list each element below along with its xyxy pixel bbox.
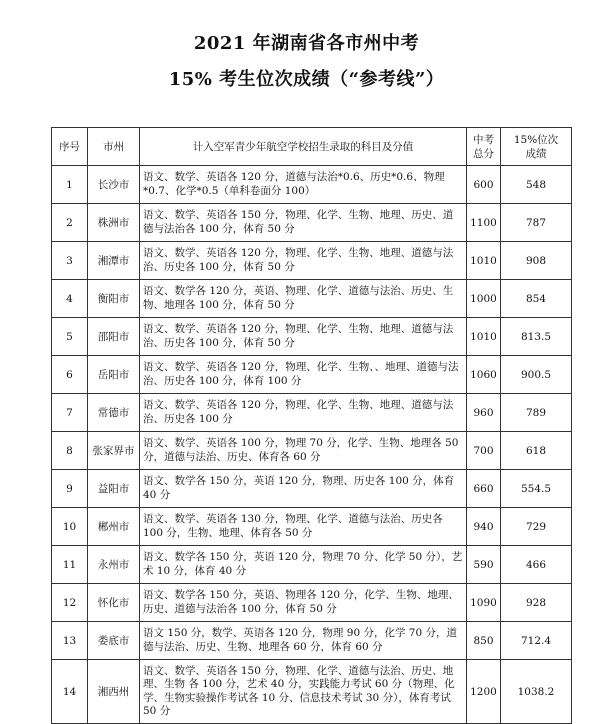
header-total (467, 128, 501, 166)
header-score (501, 128, 572, 166)
cell-score: 618 (501, 432, 572, 470)
cell-score: 928 (501, 584, 572, 622)
cell-city: 岳阳市 (88, 356, 140, 394)
cell-seq: 4 (52, 280, 88, 318)
cell-total: 1010 (467, 318, 501, 356)
table-row (52, 508, 572, 546)
cell-total: 1090 (467, 584, 501, 622)
cell-score: 554.5 (501, 470, 572, 508)
document-title (0, 26, 613, 98)
cell-city: 长沙市 (88, 166, 140, 204)
cell-seq: 12 (52, 584, 88, 622)
table-row (52, 394, 572, 432)
header-total-line-2: 总分 (473, 147, 494, 160)
cell-seq: 10 (52, 508, 88, 546)
cell-city: 湘潭市 (88, 242, 140, 280)
cell-total: 660 (467, 470, 501, 508)
table-row (52, 470, 572, 508)
cell-subjects: 语文、数学、英语各 130 分，物理、化学、道德与法治、历史各 100 分，生物、地理、体育各 50 分 (140, 508, 467, 546)
cell-city: 株洲市 (88, 204, 140, 242)
cell-seq: 1 (52, 166, 88, 204)
score-table (51, 127, 572, 724)
cell-score: 466 (501, 546, 572, 584)
cell-total: 1200 (467, 660, 501, 724)
cell-city: 衡阳市 (88, 280, 140, 318)
cell-total: 960 (467, 394, 501, 432)
header-subjects: 计入空军青少年航空学校招生录取的科目及分值 (140, 128, 467, 166)
cell-seq: 6 (52, 356, 88, 394)
table-row (52, 318, 572, 356)
header-seq: 序号 (52, 128, 88, 166)
cell-city: 邵阳市 (88, 318, 140, 356)
cell-total: 1100 (467, 204, 501, 242)
table-row (52, 204, 572, 242)
cell-subjects: 语文、数学、英语各 100 分，物理 70 分，化学、生物、地理各 50 分，道德与法治、历史、体育各 60 分 (140, 432, 467, 470)
title-line-1: 2021 年湖南省各市州中考 (193, 33, 420, 54)
table-row (52, 242, 572, 280)
cell-subjects: 语文、数学各 150 分，英语、物理各 120 分，化学、生物、地理、历史、道德与法治各 100 分，体育 50 分 (140, 584, 467, 622)
cell-score: 548 (501, 166, 572, 204)
table-row (52, 280, 572, 318)
cell-subjects: 语文、数学、英语各 150 分，物理、化学、道德与法治、历史、地理、生物 各 100 分，艺术 40 分，实践能力考试 60 分（物理、化学、生物实验操作考试各 10 分、信息技术考试 30 分），体育考试 50 分 (140, 660, 467, 724)
cell-total: 700 (467, 432, 501, 470)
cell-city: 张家界市 (88, 432, 140, 470)
cell-subjects: 语文 150 分，数学、英语各 120 分，物理 90 分，化学 70 分，道德与法治、历史、生物、地理各 60 分，体育 60 分 (140, 622, 467, 660)
cell-score: 900.5 (501, 356, 572, 394)
cell-total: 850 (467, 622, 501, 660)
cell-city: 常德市 (88, 394, 140, 432)
cell-score: 908 (501, 242, 572, 280)
cell-seq: 9 (52, 470, 88, 508)
cell-total: 1060 (467, 356, 501, 394)
cell-subjects: 语文、数学、英语各 120 分，物理、化学、生物、、地理、道德与法治、历史各 100 分，体育 100 分 (140, 356, 467, 394)
cell-city: 郴州市 (88, 508, 140, 546)
cell-total: 590 (467, 546, 501, 584)
cell-city: 怀化市 (88, 584, 140, 622)
table-row (52, 432, 572, 470)
cell-seq: 5 (52, 318, 88, 356)
cell-subjects: 语文、数学各 150 分，英语 120 分，物理 70 分、化学 50 分），艺术 10 分，体育 40 分 (140, 546, 467, 584)
table-row (52, 584, 572, 622)
table-row (52, 622, 572, 660)
table-row (52, 166, 572, 204)
header-city: 市州 (88, 128, 140, 166)
header-score-line-2: 成绩 (525, 147, 547, 160)
cell-seq: 7 (52, 394, 88, 432)
table-row (52, 546, 572, 584)
cell-score: 712.4 (501, 622, 572, 660)
cell-seq: 3 (52, 242, 88, 280)
cell-seq: 11 (52, 546, 88, 584)
cell-seq: 14 (52, 660, 88, 724)
cell-city: 娄底市 (88, 622, 140, 660)
cell-subjects: 语文、数学各 150 分，英语 120 分，物理、历史各 100 分，体育 40 分 (140, 470, 467, 508)
cell-subjects: 语文、数学各 120 分，英语、物理、化学、道德与法治、历史、生物、地理各 100 分，体育 50 分 (140, 280, 467, 318)
header-score-line-1: 15%位次 (513, 133, 559, 146)
cell-score: 789 (501, 394, 572, 432)
title-line-2: 15% 考生位次成绩（“参考线”） (168, 69, 445, 90)
cell-city: 湘西州 (88, 660, 140, 724)
cell-subjects: 语文、数学、英语各 120 分，道德与法治*0.6、历史*0.6、物理*0.7、化学*0.5（单科卷面分 100） (140, 166, 467, 204)
table-row (52, 660, 572, 724)
cell-score: 854 (501, 280, 572, 318)
cell-seq: 8 (52, 432, 88, 470)
header-total-line-1: 中考 (473, 133, 494, 146)
cell-subjects: 语文、数学、英语各 120 分，物理、化学、生物、地理、道德与法治、历史各 100 分 (140, 394, 467, 432)
cell-total: 940 (467, 508, 501, 546)
cell-seq: 2 (52, 204, 88, 242)
cell-city: 永州市 (88, 546, 140, 584)
cell-subjects: 语文、数学、英语各 120 分，物理、化学、生物、地理、道德与法治、历史各 100 分，体育 50 分 (140, 242, 467, 280)
cell-score: 813.5 (501, 318, 572, 356)
table-header-row (52, 128, 572, 166)
cell-score: 1038.2 (501, 660, 572, 724)
cell-subjects: 语文、数学、英语各 120 分，物理、化学、生物、地理、道德与法治、历史各 100 分，体育 50 分 (140, 318, 467, 356)
cell-total: 600 (467, 166, 501, 204)
cell-total: 1000 (467, 280, 501, 318)
cell-city: 益阳市 (88, 470, 140, 508)
cell-subjects: 语文、数学、英语各 150 分，物理、化学、生物、地理、历史、道德与法治各 100 分，体育 50 分 (140, 204, 467, 242)
table-row (52, 356, 572, 394)
cell-score: 729 (501, 508, 572, 546)
cell-score: 787 (501, 204, 572, 242)
cell-seq: 13 (52, 622, 88, 660)
cell-total: 1010 (467, 242, 501, 280)
